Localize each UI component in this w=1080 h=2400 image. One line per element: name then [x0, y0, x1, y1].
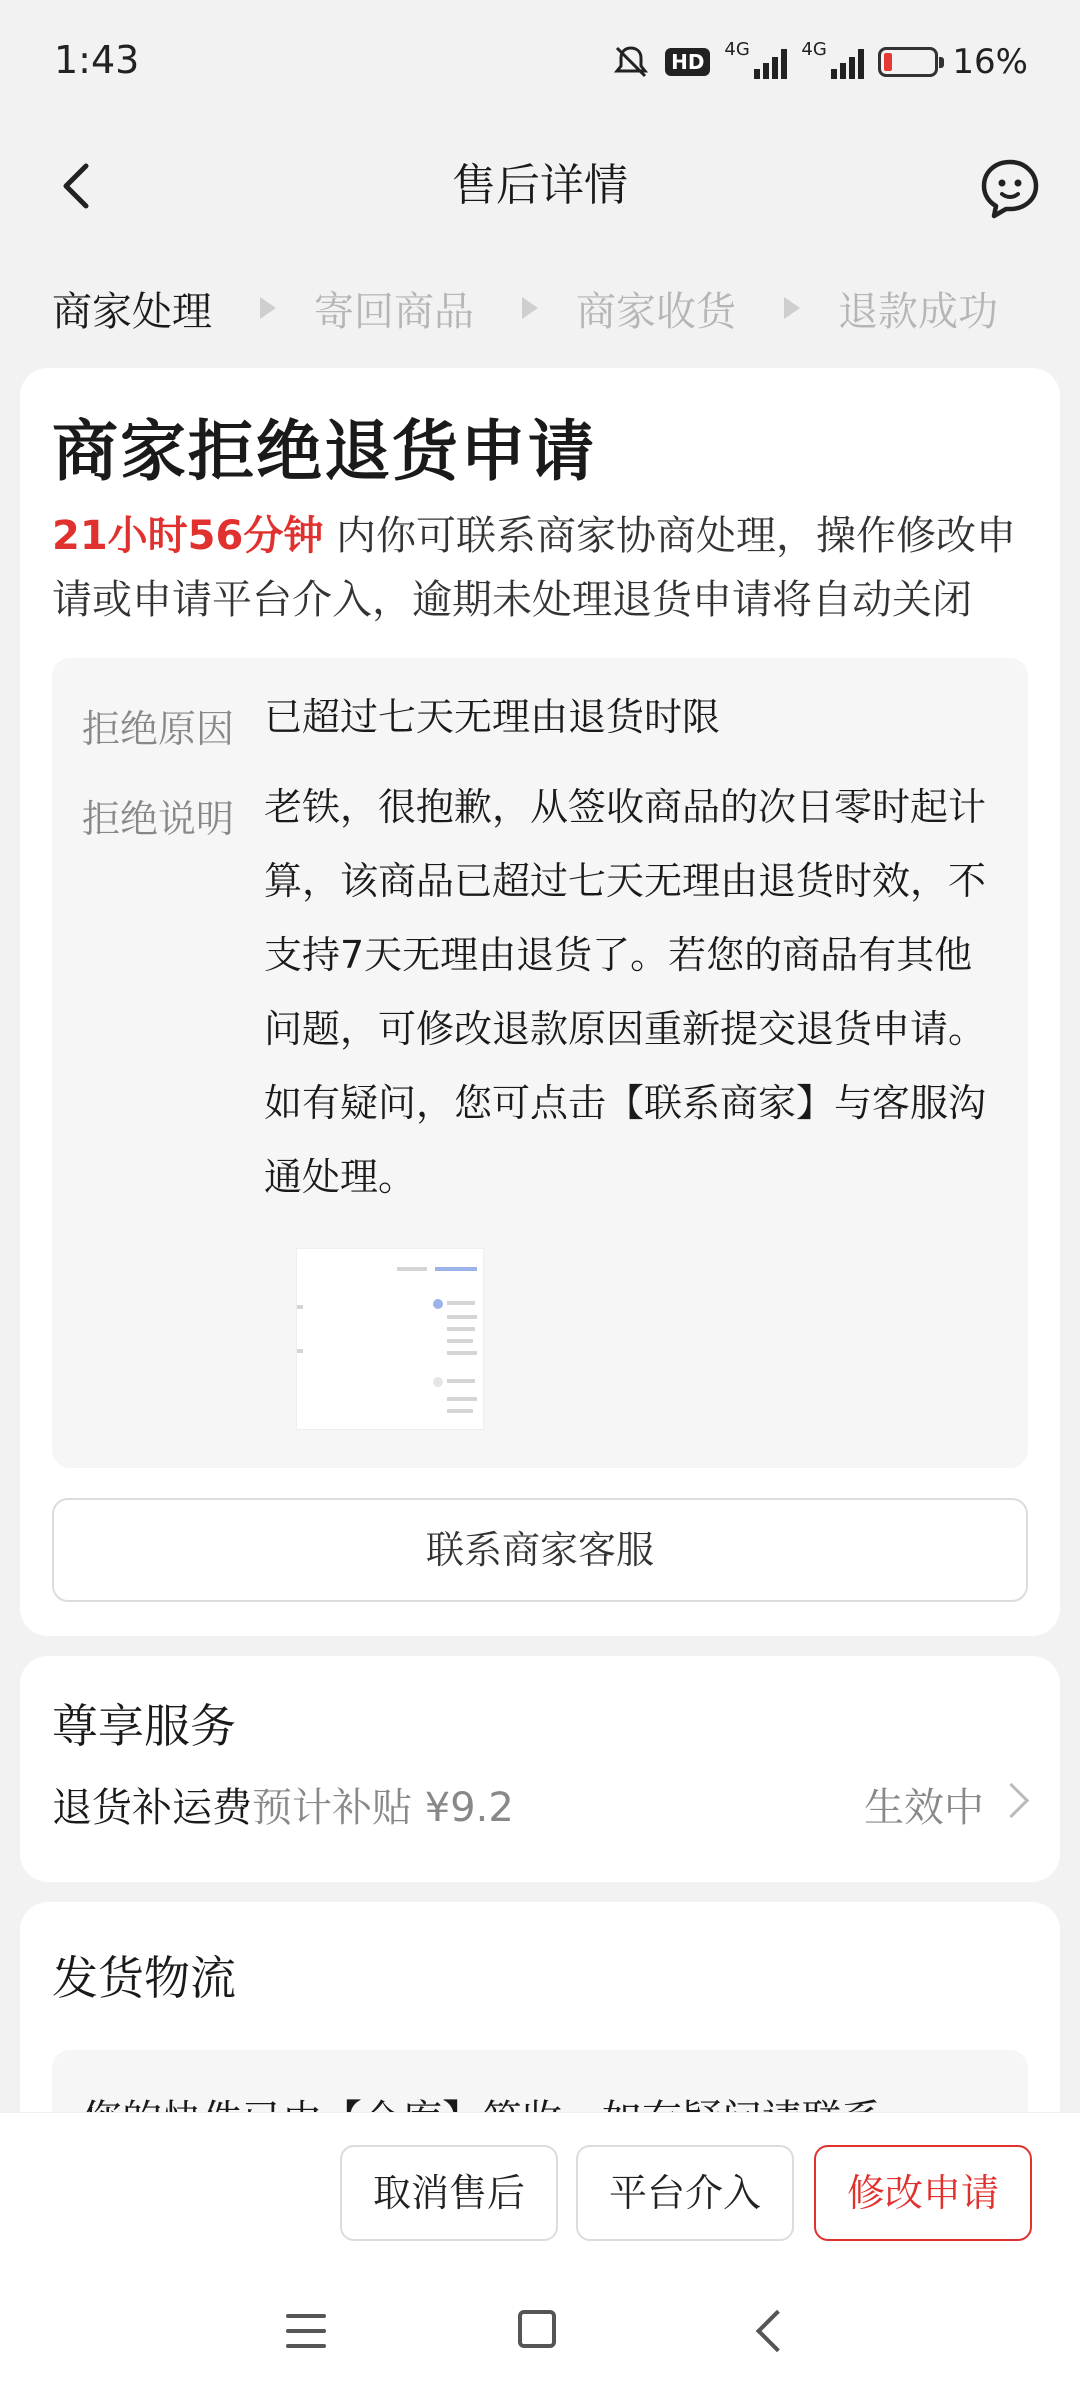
step-merchant-receive: 商家收货 — [576, 288, 736, 335]
step-merchant-processing: 商家处理 — [52, 288, 212, 335]
hd-badge: HD — [665, 48, 710, 76]
signal-icon: 4G — [801, 45, 864, 79]
step-arrow-icon — [522, 297, 538, 319]
mute-icon — [611, 42, 651, 82]
contact-merchant-button[interactable]: 联系商家客服 — [52, 1498, 1028, 1602]
status-description-text: 内你可联系商家协商处理，操作修改申请或申请平台介入，逾期未处理退货申请将自动关闭 — [52, 513, 1017, 623]
back-icon[interactable] — [756, 2310, 798, 2352]
service-card — [20, 1656, 1060, 1882]
home-icon[interactable] — [518, 2310, 556, 2348]
bottom-action-bar — [0, 2112, 1080, 2281]
reject-explain-label: 拒绝说明 — [82, 797, 235, 841]
cancel-aftersale-button[interactable]: 取消售后 — [340, 2145, 558, 2241]
step-refund-success: 退款成功 — [838, 288, 998, 335]
progress-steps — [52, 278, 1032, 338]
service-name: 退货补运费 — [52, 1785, 252, 1831]
step-return-goods: 寄回商品 — [314, 288, 474, 335]
system-nav-bar — [0, 2280, 1080, 2400]
status-time: 1:43 — [54, 38, 140, 82]
reject-explain-value: 老铁，很抱歉，从签收商品的次日零时起计算，该商品已超过七天无理由退货时效，不支持7天无理由退货了。若您的商品有其他问题，可修改退款原因重新提交退货申请。如有疑问，您可点击【联系商家】与客服沟通处理。 — [264, 785, 987, 1199]
page-title: 售后详情 — [452, 160, 628, 211]
logistics-title: 发货物流 — [52, 1951, 236, 2005]
status-description — [52, 504, 1042, 632]
service-status: 生效中 — [864, 1785, 984, 1831]
battery-icon — [878, 47, 938, 77]
countdown-timer: 21小时56分钟 — [52, 513, 324, 559]
status-icons — [611, 38, 1028, 86]
menu-icon[interactable] — [286, 2314, 326, 2348]
modify-application-button[interactable]: 修改申请 — [814, 2145, 1032, 2241]
status-title: 商家拒绝退货申请 — [52, 413, 596, 490]
signal-icon: 4G — [724, 45, 787, 79]
chevron-right-icon[interactable] — [994, 1783, 1029, 1818]
service-title: 尊享服务 — [52, 1699, 236, 1753]
evidence-thumbnail[interactable] — [296, 1248, 484, 1430]
status-card — [20, 368, 1060, 1636]
reject-reason-value: 已超过七天无理由退货时限 — [264, 695, 721, 739]
service-row[interactable] — [52, 1776, 514, 1833]
platform-intervene-button[interactable]: 平台介入 — [576, 2145, 794, 2241]
reject-info-box — [52, 658, 1028, 1468]
battery-percent: 16% — [952, 42, 1028, 82]
step-arrow-icon — [260, 297, 276, 319]
customer-service-icon[interactable] — [978, 156, 1042, 220]
reject-reason-label: 拒绝原因 — [82, 707, 235, 751]
step-arrow-icon — [784, 297, 800, 319]
status-bar — [0, 0, 1080, 126]
nav-bar — [0, 126, 1080, 246]
service-subsidy: 预计补贴 ¥9.2 — [252, 1785, 514, 1831]
